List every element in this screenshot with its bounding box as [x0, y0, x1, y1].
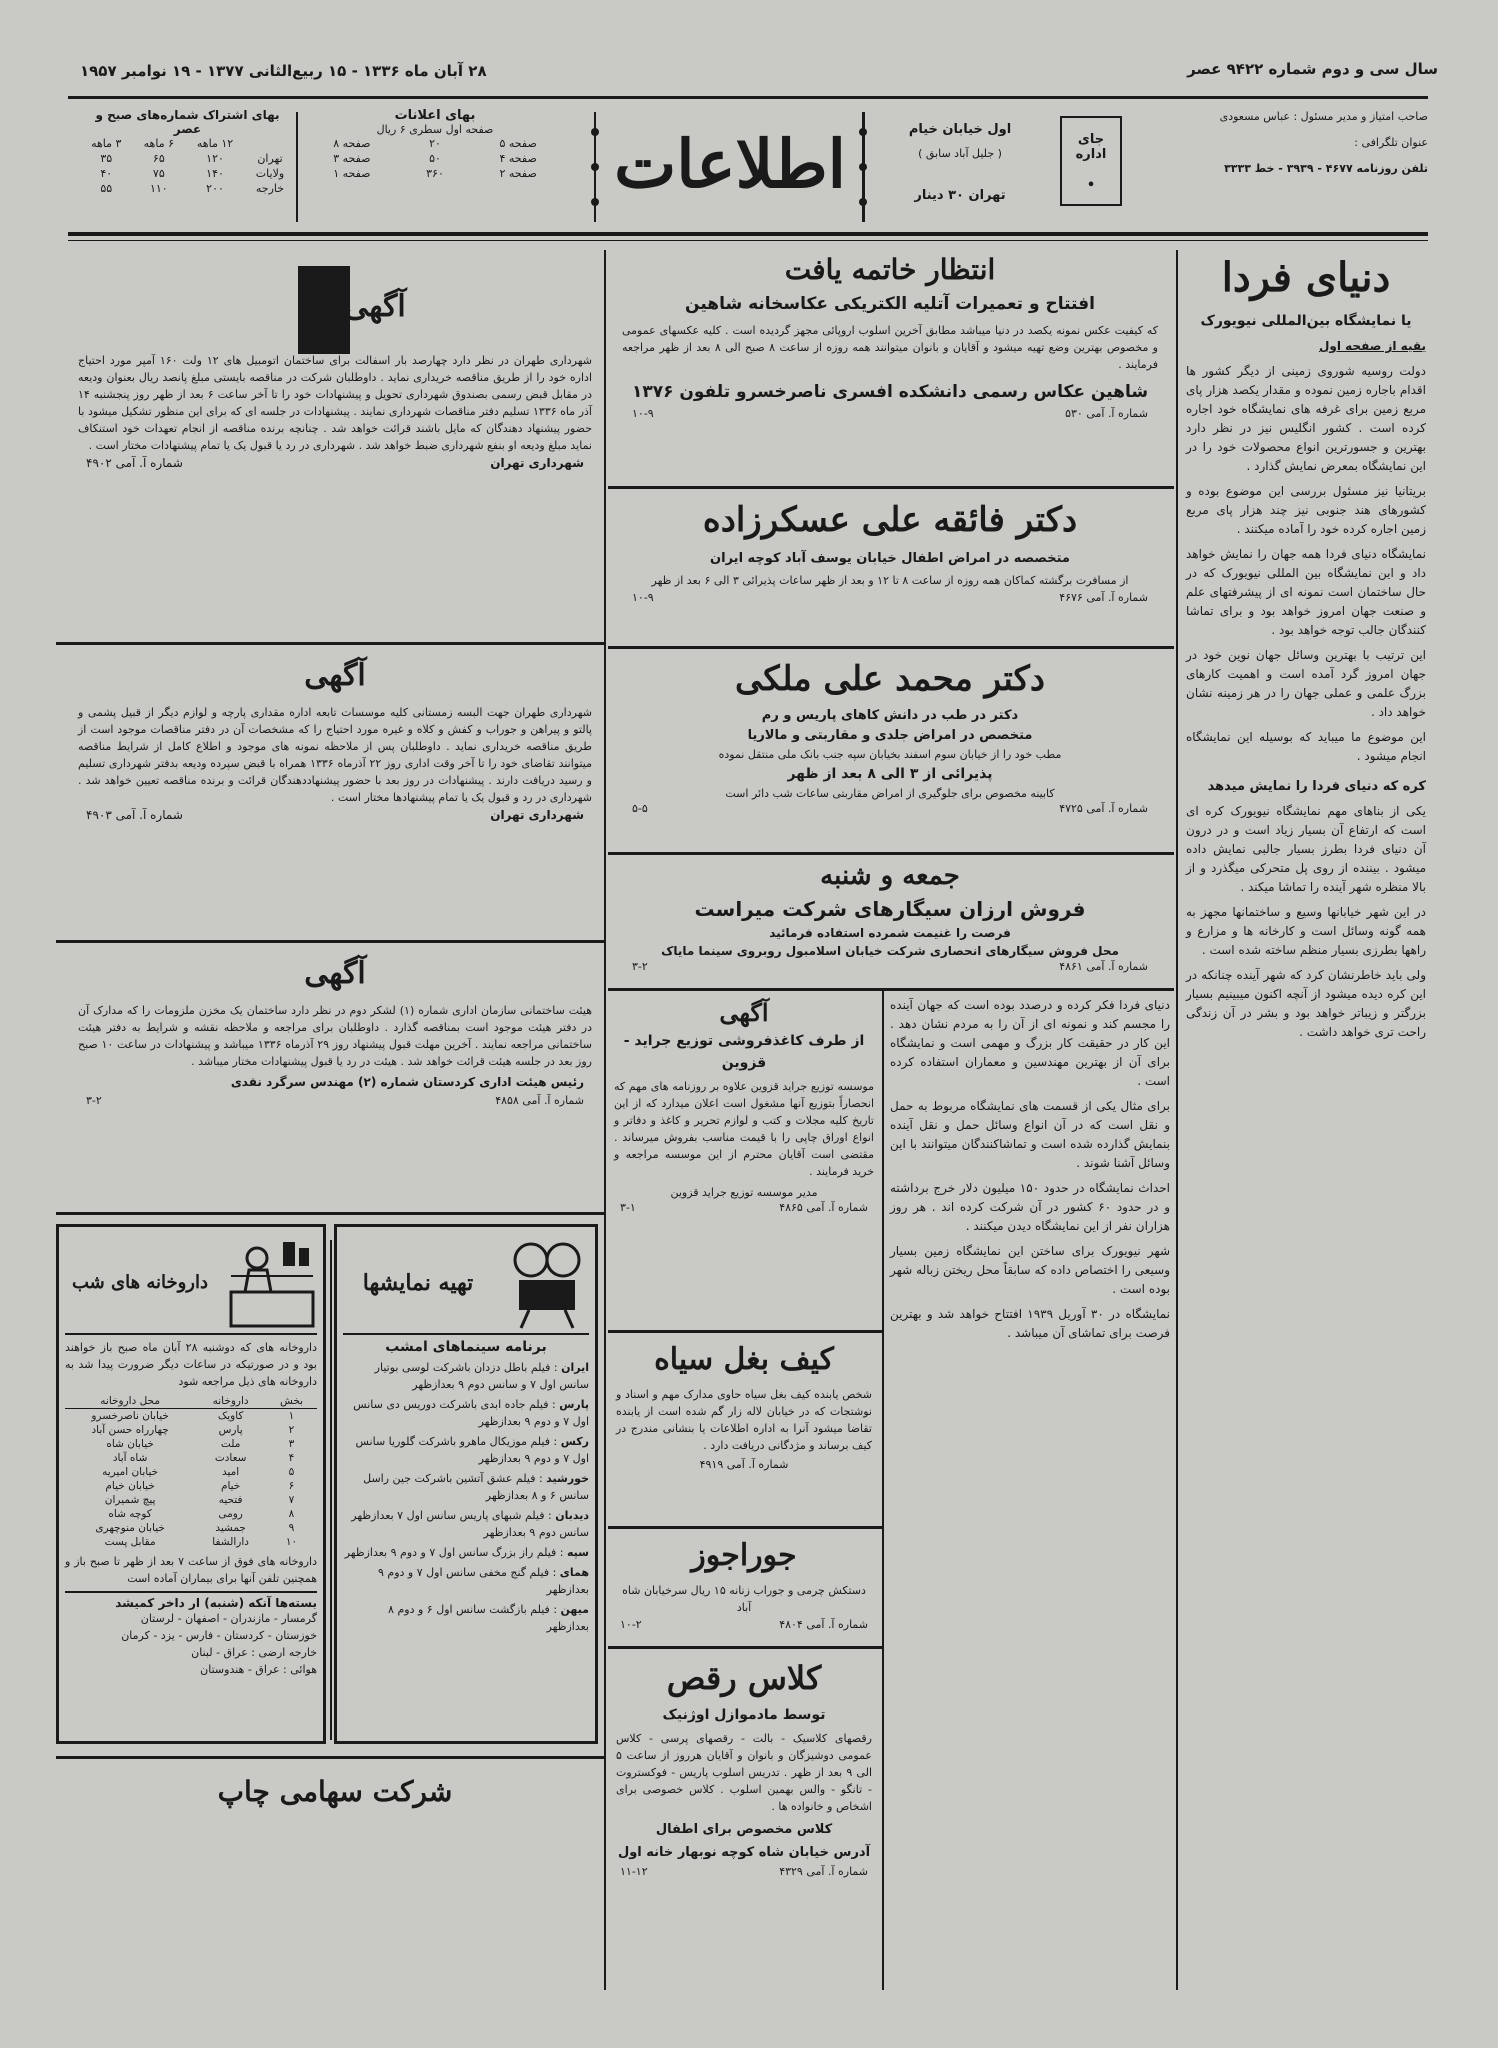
- cinema-logo-text: تهیه نمایشها: [362, 1270, 474, 1296]
- col-divider-3: [882, 990, 884, 1990]
- ad-emph: کلاس مخصوص برای اطفال: [655, 1822, 833, 1837]
- ad-subtitle: از طرف کاغذفروشی توزیع جراید - قزوین: [623, 1033, 865, 1071]
- ad-footer: شاهین عکاس رسمی دانشکده افسری ناصرخسرو تلفون ۱۳۷۶: [631, 382, 1149, 402]
- publisher-line-3: تلفن روزنامه ۴۶۷۷ - ۳۹۳۹ - خط ۳۳۳۳: [1224, 162, 1428, 175]
- table-row: صفحه ۲ ۳۶۰ صفحه ۱: [333, 167, 537, 180]
- table-row: ۸ رومی کوچه شاه: [108, 1508, 295, 1520]
- ad-ref: شماره آ. آمی ۴۹۱۹: [699, 1458, 789, 1471]
- header-bottom-rule-thin: [68, 240, 1428, 241]
- article-paragraph: برای مثال یکی از قسمت های نمایشگاه مربوط به حمل و نقل است که در آن انواع وسائل حمل و نقل آینده بنمایش گذارده شده است و تماشاکنندگان میتوانند با این وسائل آشنا شوند .: [890, 1099, 1170, 1170]
- printer-footer: [72, 1762, 598, 1822]
- header-top-rule: [68, 96, 1428, 99]
- cinema-entry: پارس : فیلم جاده ابدی باشرکت دوریس دی سانس اول ۷ و دوم ۹ بعدازظهر: [353, 1398, 589, 1428]
- table-row: ۲ پارس چهارراه حسن آباد: [91, 1424, 295, 1436]
- ad-body: رقصهای کلاسیک - بالت - رقصهای پرسی - کلاس عمومی دوشیزگان و بانوان و آقایان هرروز از ساعت ۵ الی ۹ بعد از ظهر . تدریس اسلوب پاریس - فوکستروت - تانگو - والس بهمین اسلوب . کلاس خصوصی برای اشخاص و خانواده ها .: [616, 1732, 872, 1813]
- article-continuation: [890, 996, 1170, 1986]
- ad-title: آگهی: [304, 658, 366, 693]
- col-divider-1: [1176, 250, 1178, 1990]
- ad-ref: شماره آ. آمی ۴۶۷۶: [1059, 591, 1148, 604]
- rule: [608, 1330, 882, 1333]
- article-paragraph: یکی از بناهای مهم نمایشگاه نیویورک کره ای است که ارتفاع آن بسیار زیاد است و در درون آن دنیای فردا بطرز بسیار جالبی نمایش داده میشود . بیننده از روی پل متحرکی میگذرد و از بالا منظره شهر آینده را تماشا میکند .: [1186, 804, 1426, 894]
- ad-asgarzadeh: [612, 492, 1168, 642]
- ad-run: ۱۰-۹: [632, 591, 654, 604]
- ad-line: مطب خود را از خیابان سوم اسفند بخیابان سپه جنب بانک ملی منتقل نموده: [718, 748, 1062, 761]
- cinema-entry: میهن : فیلم بازگشت سانس اول ۶ و دوم ۸ بعدازظهر: [388, 1603, 589, 1633]
- ad-line: دکتر در طب در دانش کاهای پاریس و رم: [761, 708, 1019, 723]
- table-row: ۷ فتحیه پیچ شمیران: [104, 1494, 295, 1506]
- cinema-entry: رکس : فیلم موزیکال ماهرو باشرکت گلوریا سانس اول ۷ و دوم ۹ بعدازظهر: [355, 1435, 589, 1465]
- ads-price-subtitle: صفحه اول سطری ۶ ریال: [376, 123, 494, 136]
- ad-subtitle: افتتاح و تعمیرات آتلیه الکتریکی عکاسخانه شاهین: [685, 294, 1095, 314]
- pharmacy-logo-text: داروخانه های شب: [71, 1272, 209, 1293]
- ad-title: کلاس رقص: [666, 1659, 822, 1697]
- ad-sign: رئیس هیئت اداری کردستان شماره (۲) مهندس سرگرد نقدی: [230, 1075, 584, 1089]
- cinema-entry: دیدبان : فیلم شبهای پاریس سانس اول ۷ بعدازظهر سانس دوم ۹ بعدازظهر: [351, 1509, 589, 1539]
- ads-price-block: [300, 108, 570, 223]
- table-row: ولایات ۱۴۰ ۷۵ ۴۰: [100, 167, 285, 180]
- header-divider-left: [296, 112, 298, 222]
- cinema-entry: همای : فیلم گنج مخفی سانس اول ۷ و دوم ۹ بعدازظهر: [377, 1566, 589, 1596]
- address-line-1: اول خیابان خیام: [908, 122, 1012, 137]
- ornament-divider-left: [588, 112, 602, 222]
- ad-title: آگهی: [344, 289, 406, 324]
- article-continued: بقیه از صفحه اول: [1318, 339, 1426, 353]
- rule: [608, 1646, 882, 1649]
- ad-kurdistan: [72, 946, 598, 1208]
- ad-ref: شماره آ. آمی ۴۹۰۲: [86, 456, 183, 470]
- ad-body: از مسافرت برگشته کماکان همه روزه از ساعت ۸ تا ۱۲ و بعد از ظهر ساعات پذیرائی ۳ الی ۶ بعد از ظهر: [651, 574, 1129, 587]
- header-date-line: [80, 62, 640, 92]
- table-row: ۴ سعادت شاه آباد: [112, 1452, 295, 1464]
- subscription-block: [80, 108, 295, 223]
- header-bottom-rule: [68, 232, 1428, 236]
- article-paragraph: شهر نیویورک برای ساختن این نمایشگاه زمین بسیار وسیعی را اختصاص داده که سابقاً محل ریختن زباله شهر بوده است .: [890, 1244, 1170, 1296]
- pharmacy-table: [65, 1394, 317, 1549]
- ad-sign: مدیر موسسه توزیع جراید قزوین: [670, 1186, 818, 1199]
- ad-cigar: [612, 858, 1168, 986]
- subscription-table: [80, 136, 295, 196]
- table-row: صفحه ۴ ۵۰ صفحه ۳: [333, 152, 537, 165]
- cinema-box: [334, 1224, 598, 1744]
- ad-line: متخصص در امراض جلدی و مقاربتی و مالاریا: [747, 728, 1033, 743]
- cinema-title: برنامه سینماهای امشب: [385, 1339, 547, 1355]
- ad-dance: [612, 1652, 876, 1990]
- article-paragraph: این موضوع ما میباید که بوسیله این نمایشگاه انجام میشود .: [1186, 730, 1426, 763]
- table-row: ۹ جمشید خیابان منوچهری: [95, 1522, 295, 1534]
- ad-title: دکتر محمد علی ملکی: [735, 659, 1045, 699]
- ad-subtitle: توسط مادموازل اوژنیک: [662, 1707, 826, 1723]
- ad-run: ۵-۵: [632, 802, 648, 815]
- ad-title: آگهی: [719, 998, 769, 1027]
- ad-body: موسسه توزیع جراید قزوین علاوه بر روزنامه های مهم که انحصاراً بتوزیع آنها مشغول است اعلان میدارد که از این تاریخ کلیه مجلات و کتب و لوازم تحریر و کاغذ و دفاتر و انواع اوراق چاپی را با قیمت مناسب بفروش میرساند . مقتضی است آقایان محترم از این موسسه مراجعه و خرید فرمایند .: [614, 1080, 874, 1178]
- ad-run: ۳-۲: [632, 960, 648, 973]
- ad-title: آگهی: [304, 956, 366, 991]
- article-future-world: [1186, 250, 1426, 1990]
- ad-run: ۱۰-۲: [620, 1618, 642, 1631]
- office-box: جای اداره •: [1060, 116, 1122, 206]
- article-paragraph: ولی باید خاطرنشان کرد که شهر آینده چنانکه در این کره دیده میشود از آنچه اکنون میبینیم بسیار بزرگتر و زیباتر خواهد بود و بشر در آن زندگی راحت تری خواهد داشت .: [1186, 968, 1426, 1039]
- ad-shahrdari-2: [72, 648, 598, 934]
- ad-distribution: [612, 996, 876, 1326]
- article-paragraph: نمایشگاه در ۳۰ آوریل ۱۹۳۹ افتتاح خواهد شد و بهترین فرصت برای تماشای آن میباشد .: [890, 1307, 1170, 1340]
- rule: [608, 486, 1174, 489]
- article-paragraph: دولت روسیه شوروی زمینی از دیگر کشور ها اقدام باجاره زمین نموده و مقدار یکصد هزار پای مربع زمین برای غرفه های نمایشگاه خود اجاره کرده است . کشور انگلیس نیز در نظر دارد بهترین و جسورترین انواع محصولات خود را در این نمایشگاه بمعرض نمایش گذارد .: [1186, 364, 1426, 473]
- article-title: دنیای فردا: [1221, 254, 1391, 301]
- article-subhead: کره که دنیای فردا را نمایش میدهد: [1207, 779, 1426, 794]
- table-row: ۱ کاویک خیابان ناصرخسرو: [91, 1410, 295, 1422]
- ad-body: هیئت ساختمانی سازمان اداری شماره (۱) لشکر دوم در نظر دارد ساختمان یک مخزن ملزومات را که مدارک آن در دفتر هیئت موجود است بمناقصه گذارد . داوطلبان برای مراجعه و ملاحظه نقشه و شرایط به دفتر هیئت ساختمانی مراجعه نمایند . آخرین مهلت قبول پیشنهاد روز ۲۹ آذرماه ۱۳۳۶ میباشد و پیشنهادات در ساعت ۱۰ صبح روز بعد در جلسه هیئت قرائت خواهد شد . هیئت در رد یا قبول پیشنهادات مختار میباشد .: [78, 1004, 592, 1068]
- article-paragraph: دنیای فردا فکر کرده و درصدد بوده است که جهان آینده را مجسم کند و نمونه ای از آن را به مردم نشان دهد . این کار در حقیقت کار بزرگ و مهمی است و نمایشگاه برای آن از بهترین مهندسین و معماران استفاده کرده است .: [890, 998, 1170, 1088]
- ad-run: ۳-۲: [86, 1094, 102, 1107]
- publisher-block: [1178, 104, 1428, 224]
- ad-sign: شهرداری تهران: [490, 456, 584, 470]
- post-closed-title: بسته‌ها آنکه (شنبه) ار داخر کمیشد: [65, 1591, 317, 1610]
- address-line-3: تهران ۳۰ دینار: [914, 188, 1006, 203]
- rule: [608, 988, 1174, 991]
- post-closed-line: خوزستان - کردستان - فارس - یزد - کرمان: [121, 1629, 317, 1642]
- ad-ref: شماره آ. آمی ۴۷۲۵: [1059, 802, 1148, 815]
- table-row: ۱۰ دارالشفا مقابل پست: [104, 1536, 298, 1548]
- ornament-divider-right: [856, 112, 870, 222]
- col-divider-4: [330, 1240, 332, 1740]
- address-block: [875, 118, 1045, 228]
- date-line: ۲۸ آبان ماه ۱۳۳۶ - ۱۵ ربیع‌الثانی ۱۳۷۷ - ۱۹ نوامبر ۱۹۵۷: [80, 62, 487, 80]
- table-row: ۵ امید خیابان امیریه: [102, 1466, 295, 1478]
- article-paragraph: این ترتیب با بهترین وسائل جهان نوین خود در جهان امروز گرد آمده است و اهمیت کارهای بزرگ علمی و عملی جهان را در هر زمینه نشان خواهد داد .: [1186, 648, 1426, 719]
- rule: [608, 646, 1174, 649]
- ad-run: ۱۱-۱۲: [620, 1865, 648, 1878]
- ad-socks: [612, 1532, 876, 1642]
- col-divider-2: [604, 250, 606, 1990]
- ad-title: انتظار خاتمه یافت: [784, 253, 996, 286]
- ad-title: دکتر فائقه علی عسکرزاده: [702, 500, 1078, 540]
- ad-bag: [612, 1336, 876, 1522]
- ad-line: پذیرائی از ۳ الی ۸ بعد از ظهر: [787, 766, 993, 782]
- publisher-line-1: صاحب امتیاز و مدیر مسئول : عباس مسعودی: [1219, 110, 1428, 123]
- ad-subtitle: متخصصه در امراض اطفال خیابان یوسف آباد کوچه ایران: [710, 551, 1070, 566]
- rule: [608, 1526, 882, 1529]
- pharmacy-box: [56, 1224, 326, 1744]
- ad-title: کیف بغل سیاه: [654, 1342, 834, 1377]
- ad-body: شهرداری طهران جهت البسه زمستانی کلیه موسسات تابعه اداره مقداری پارچه و لوازم دیگر از قبیل پشمی و پالتو و پیراهن و جوراب و کفش و کلاه و غیره مورد احتیاج را که مشخصات آن در دفتر مناقصات موجود است از طریق مناقصه خریداری نماید . داوطلبان پس از ملاحظه نمونه های موجود و اطلاع کامل از شرایط مناقصه میتوانند تقاضای خود را تا آخر وقت اداری روز ۲۲ آذرماه ۱۳۳۶ همراه با قبض سپرده ودیعه بدفتر شهرداری تسلیم و رسید دریافت دارند . پیشنهادات در روز بعد با حضور پیشنهاددهندگان قرائت و برنده مناقصه تعیین خواهد شد . شهرداری در رد و قبول یک یا تمام پیشنهادها مختار است .: [78, 706, 592, 804]
- pharmacist-illustration-icon: [227, 1236, 317, 1330]
- rule: [56, 940, 604, 943]
- film-projector-icon: [509, 1236, 589, 1330]
- article-paragraph: بریتانیا نیز مسئول بررسی این موضوع بوده و کشورهای هند جنوبی نیز چند هزار پای مربع زمین اجاره کرده خود را آماده میکنند .: [1186, 484, 1426, 536]
- year-number: سال سی و دوم شماره ۹۴۲۲ عصر: [1187, 60, 1438, 78]
- rule: [56, 1756, 604, 1759]
- rule: [56, 642, 604, 645]
- masthead: اطلاعات: [614, 125, 846, 203]
- ad-ref: شماره آ. آمی ۴۸۵۸: [495, 1094, 584, 1107]
- ad-body: که کیفیت عکس نمونه یکصد در دنیا میباشد مطابق آخرین اسلوب اروپائی مجهز گردیده است . کلیه عکسهای عمومی و مخصوص بهترین وضع تهیه میشود و آقایان و بانوان میتوانند همه روزه از ساعت ۸ صبح الی ۸ بعد از ظهر مراجعه فرمایند .: [622, 324, 1158, 371]
- article-subtitle: یا نمایشگاه بین‌المللی نیویورک: [1200, 313, 1412, 329]
- article-paragraph: نمایشگاه دنیای فردا همه جهان را نمایش خواهد داد و این نمایشگاه بین المللی نیویورک که در حال ساختمان است نمونه ای از پیشرفتهای علم و صنعت جهان امروز خواهد بود و برای تماشا کنندگان جالب توجه خواهد بود .: [1186, 547, 1426, 637]
- table-row: تهران ۱۲۰ ۶۵ ۳۵: [100, 152, 283, 165]
- ad-line: کابینه مخصوص برای جلوگیری از امراض مقاربتی ساعات شب دائر است: [725, 787, 1055, 800]
- cinema-entry: ایران : فیلم باطل دزدان باشرکت لوسی بوتیار سانس اول ۷ و سانس دوم ۹ بعدازظهر: [374, 1361, 589, 1391]
- cinema-entry: خورشید : فیلم عشق آتشین باشرکت جین راسل سانس ۶ و ۸ بعدازظهر: [363, 1472, 589, 1502]
- ad-ref: شماره آ. آمی ۴۸۶۱: [1059, 960, 1148, 973]
- ads-price-title: بهای اعلانات: [394, 108, 476, 123]
- pharmacy-logo: [65, 1233, 317, 1335]
- ad-ref: شماره آ. آمی ۴۹۰۳: [86, 808, 183, 822]
- rule: [608, 852, 1174, 855]
- ad-body: شخص یابنده کیف بغل سیاه حاوی مدارک مهم و اسناد و نوشتجات که در خیابان لاله زار گم شده است از یابنده تقاضا میشود آنرا به اداره اطلاعات یا بنشانی مندرج در کیف برساند و مژدگانی دریافت دارد .: [616, 1388, 872, 1452]
- ad-ref: شماره آ. آمی ۴۸۶۵: [779, 1201, 868, 1214]
- ad-subtitle: فروش ارزان سیگارهای شرکت میراست: [694, 897, 1086, 921]
- printer-name: شرکت سهامی چاپ: [217, 1775, 453, 1808]
- ad-ref: شماره آ. آمی ۵۳۰: [1065, 407, 1148, 420]
- ad-sign: شهرداری تهران: [490, 808, 584, 822]
- post-closed-line: گرمسار - مازندران - اصفهان - لرستان: [140, 1612, 317, 1625]
- table-header: ۱۲ ماهه ۶ ماهه ۳ ماهه: [91, 137, 234, 150]
- post-closed-line: خارجه ارضی : عراق - لبنان: [191, 1646, 317, 1659]
- address-line-2: ( جلیل آباد سابق ): [918, 147, 1002, 160]
- cinema-entry: سپه : فیلم راز بزرگ سانس اول ۷ و دوم ۹ بعدازظهر: [344, 1546, 589, 1559]
- subscription-title: بهای اشتراک شماره‌های صبح و عصر: [95, 108, 280, 136]
- ad-line: محل فروش سیگارهای انحصاری شرکت خیابان اسلامبول روبروی سینما مایاک: [661, 944, 1119, 958]
- ad-run: ۱۰-۹: [632, 407, 654, 420]
- article-paragraph: احداث نمایشگاه در حدود ۱۵۰ میلیون دلار خرج برداشته و در حدود ۶۰ کشور در آن شرکت کرده اند . هر روز هزاران نفر از این نمایشگاه دیدن میکنند .: [890, 1181, 1171, 1233]
- ad-ref: شماره آ. آمی ۴۳۲۹: [779, 1865, 868, 1878]
- table-header: بخش داروخانه محل داروخانه: [65, 1394, 317, 1409]
- table-row: ۶ خیام خیابان خیام: [105, 1480, 295, 1492]
- ad-maleki: [612, 652, 1168, 848]
- ad-title: جمعه و شنبه: [820, 861, 960, 891]
- cinema-logo: [343, 1233, 589, 1335]
- ad-run: ۳-۱: [620, 1201, 636, 1214]
- header-year-number: [998, 60, 1438, 90]
- ad-shahrdari-1: [72, 262, 598, 638]
- ad-body: شهرداری طهران در نظر دارد چهارصد بار اسفالت برای ساختمان اتومبیل های ۱۲ ولت ۱۶۰ آمپر مورد احتیاج اداره خود را از طریق مناقصه خریداری نماید . داوطلبان شرکت در مناقصه بایستی مبلغ پانصد ریال بعنوان ودیعه در مقابل قبض رسمی بصندوق شهرداری تحویل و پیشنهادات خود را تا آخر ساعت ۶ بعد از ظهر روز پنجشنبه ۱۴ آذر ماه ۱۳۳۶ تسلیم دفتر مناقصات شهرداری نمایند . پیشنهادات در جلسه ای که برای این منظور تشکیل میشود با حضور پیشنهاد دهندگان که مایل باشند قرائت خواهد شد . چنانچه برنده مناقصه از انجام تعهدات خود استنکاف نماید مبلغ ودیعه او بنفع شهرداری ضبط خواهد شد . شهرداری در رد یا قبول یک یا تمام پیشنهادات مختار است .: [78, 354, 593, 452]
- table-row: خارجه ۲۰۰ ۱۱۰ ۵۵: [100, 182, 285, 195]
- rule: [56, 1212, 604, 1215]
- publisher-line-2: عنوان تلگرافی :: [1354, 136, 1428, 149]
- masthead-title: [600, 105, 860, 225]
- ad-entezar: [612, 250, 1168, 482]
- article-paragraph: در این شهر خیابانها وسیع و ساختمانها مجهز به همه گونه وسائل است و کارخانه ها و مزارع و راهها بطرزی بسیار منظم ساخته شده است .: [1186, 905, 1426, 957]
- ad-address: آدرس خیابان شاه کوچه نوبهار خانه اول: [617, 1845, 871, 1860]
- table-row: صفحه ۵ ۲۰ صفحه ۸: [333, 137, 537, 150]
- post-closed-air: هوائی : عراق - هندوستان: [200, 1663, 317, 1676]
- ad-body: دستکش چرمی و جوراب زنانه ۱۵ ریال سرخیابان شاه آباد: [622, 1584, 866, 1614]
- pharmacy-note: داروخانه های فوق از ساعت ۷ بعد از ظهر تا صبح باز و همچنین تلفن آنها برای بیماران آماده است: [65, 1555, 317, 1585]
- ad-line: فرصت را غنیمت شمرده استفاده فرمائید: [769, 926, 1011, 940]
- office-title: جای اداره: [1075, 132, 1107, 162]
- ad-ref: شماره آ. آمی ۴۸۰۴: [779, 1618, 868, 1631]
- table-row: ۳ ملت خیابان شاه: [106, 1438, 295, 1450]
- ads-price-table: [300, 136, 570, 181]
- ad-title: جوراجوز: [691, 1538, 797, 1573]
- pharmacy-intro: داروخانه های که دوشنبه ۲۸ آبان ماه صبح باز خواهند بود و در صورتیکه در ساعات دیگر ضرورت پیدا شد به داروخانه های ذیل مراجعه شود: [65, 1341, 317, 1388]
